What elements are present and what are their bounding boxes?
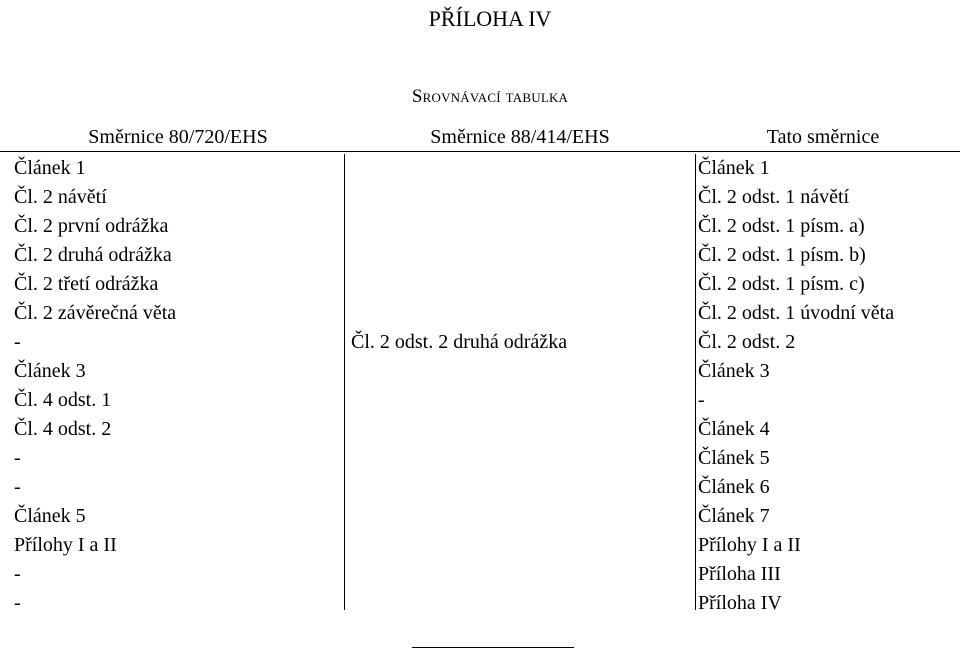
cell-this-directive: Článek 7 bbox=[698, 505, 770, 527]
cell-directive-88-414: Čl. 2 odst. 2 druhá odrážka bbox=[351, 331, 568, 353]
cell-directive-80-720: Čl. 4 odst. 1 bbox=[14, 389, 112, 411]
cell-directive-88-414 bbox=[345, 386, 681, 415]
table-body bbox=[0, 152, 960, 612]
cell-directive-80-720: Přílohy I a II bbox=[14, 534, 117, 556]
cell-directive-80-720: - bbox=[14, 476, 21, 498]
cell-this-directive: Článek 6 bbox=[698, 476, 770, 498]
column-directive-80-720 bbox=[14, 154, 345, 614]
cell-directive-80-720: Čl. 2 první odrážka bbox=[14, 215, 169, 237]
cell-this-directive: Článek 3 bbox=[698, 360, 770, 382]
header-this-directive: Tato směrnice bbox=[766, 126, 880, 148]
correlation-table bbox=[0, 124, 960, 612]
cell-this-directive: Čl. 2 odst. 1 úvodní věta bbox=[698, 302, 895, 324]
cell-directive-80-720: Čl. 2 druhá odrážka bbox=[14, 244, 172, 266]
cell-this-directive: Přílohy I a II bbox=[698, 534, 801, 556]
table-title: Srovnávací tabulka bbox=[411, 86, 569, 107]
cell-this-directive: Článek 5 bbox=[698, 447, 770, 469]
cell-directive-88-414 bbox=[345, 212, 681, 241]
cell-directive-88-414 bbox=[345, 502, 681, 531]
cell-this-directive: Čl. 2 odst. 1 písm. b) bbox=[698, 244, 866, 266]
cell-directive-88-414 bbox=[345, 154, 681, 183]
cell-this-directive: Příloha IV bbox=[698, 592, 782, 614]
cell-directive-80-720: Čl. 2 návětí bbox=[14, 186, 107, 208]
header-directive-80-720: Směrnice 80/720/EHS bbox=[88, 126, 268, 148]
cell-directive-80-720: Čl. 4 odst. 2 bbox=[14, 418, 112, 440]
cell-directive-80-720: - bbox=[14, 592, 21, 614]
cell-directive-80-720: - bbox=[14, 563, 21, 585]
cell-this-directive: Čl. 2 odst. 1 písm. c) bbox=[698, 273, 865, 295]
cell-directive-80-720: Článek 3 bbox=[14, 360, 86, 382]
cell-directive-88-414 bbox=[345, 241, 681, 270]
cell-directive-80-720: Článek 5 bbox=[14, 505, 86, 527]
cell-directive-80-720: Čl. 2 závěrečná věta bbox=[14, 302, 177, 324]
cell-directive-80-720: - bbox=[14, 331, 21, 353]
cell-directive-80-720: Čl. 2 třetí odrážka bbox=[14, 273, 159, 295]
cell-directive-80-720: Článek 1 bbox=[14, 157, 86, 179]
cell-directive-88-414 bbox=[345, 357, 681, 386]
cell-this-directive: Čl. 2 odst. 2 bbox=[698, 331, 796, 353]
cell-this-directive: Článek 1 bbox=[698, 157, 770, 179]
cell-directive-88-414 bbox=[345, 531, 681, 560]
header-directive-88-414: Směrnice 88/414/EHS bbox=[430, 126, 610, 148]
cell-directive-88-414 bbox=[345, 473, 681, 502]
cell-this-directive: Čl. 2 odst. 1 písm. a) bbox=[698, 215, 865, 237]
footnote-separator bbox=[412, 647, 574, 648]
column-directive-88-414 bbox=[345, 154, 681, 618]
cell-this-directive: Čl. 2 odst. 1 návětí bbox=[698, 186, 850, 208]
cell-directive-88-414 bbox=[345, 444, 681, 473]
cell-this-directive: Článek 4 bbox=[698, 418, 770, 440]
cell-this-directive: - bbox=[698, 389, 705, 411]
cell-directive-88-414 bbox=[345, 183, 681, 212]
page-title: PŘÍLOHA IV bbox=[428, 6, 552, 31]
cell-this-directive: Příloha III bbox=[698, 563, 781, 585]
cell-directive-88-414 bbox=[345, 270, 681, 299]
cell-directive-88-414 bbox=[345, 589, 681, 618]
cell-directive-88-414 bbox=[345, 560, 681, 589]
column-this-directive bbox=[695, 154, 960, 614]
cell-directive-88-414 bbox=[345, 415, 681, 444]
table-header-row bbox=[0, 124, 960, 152]
cell-directive-80-720: - bbox=[14, 447, 21, 469]
cell-directive-88-414 bbox=[345, 299, 681, 328]
